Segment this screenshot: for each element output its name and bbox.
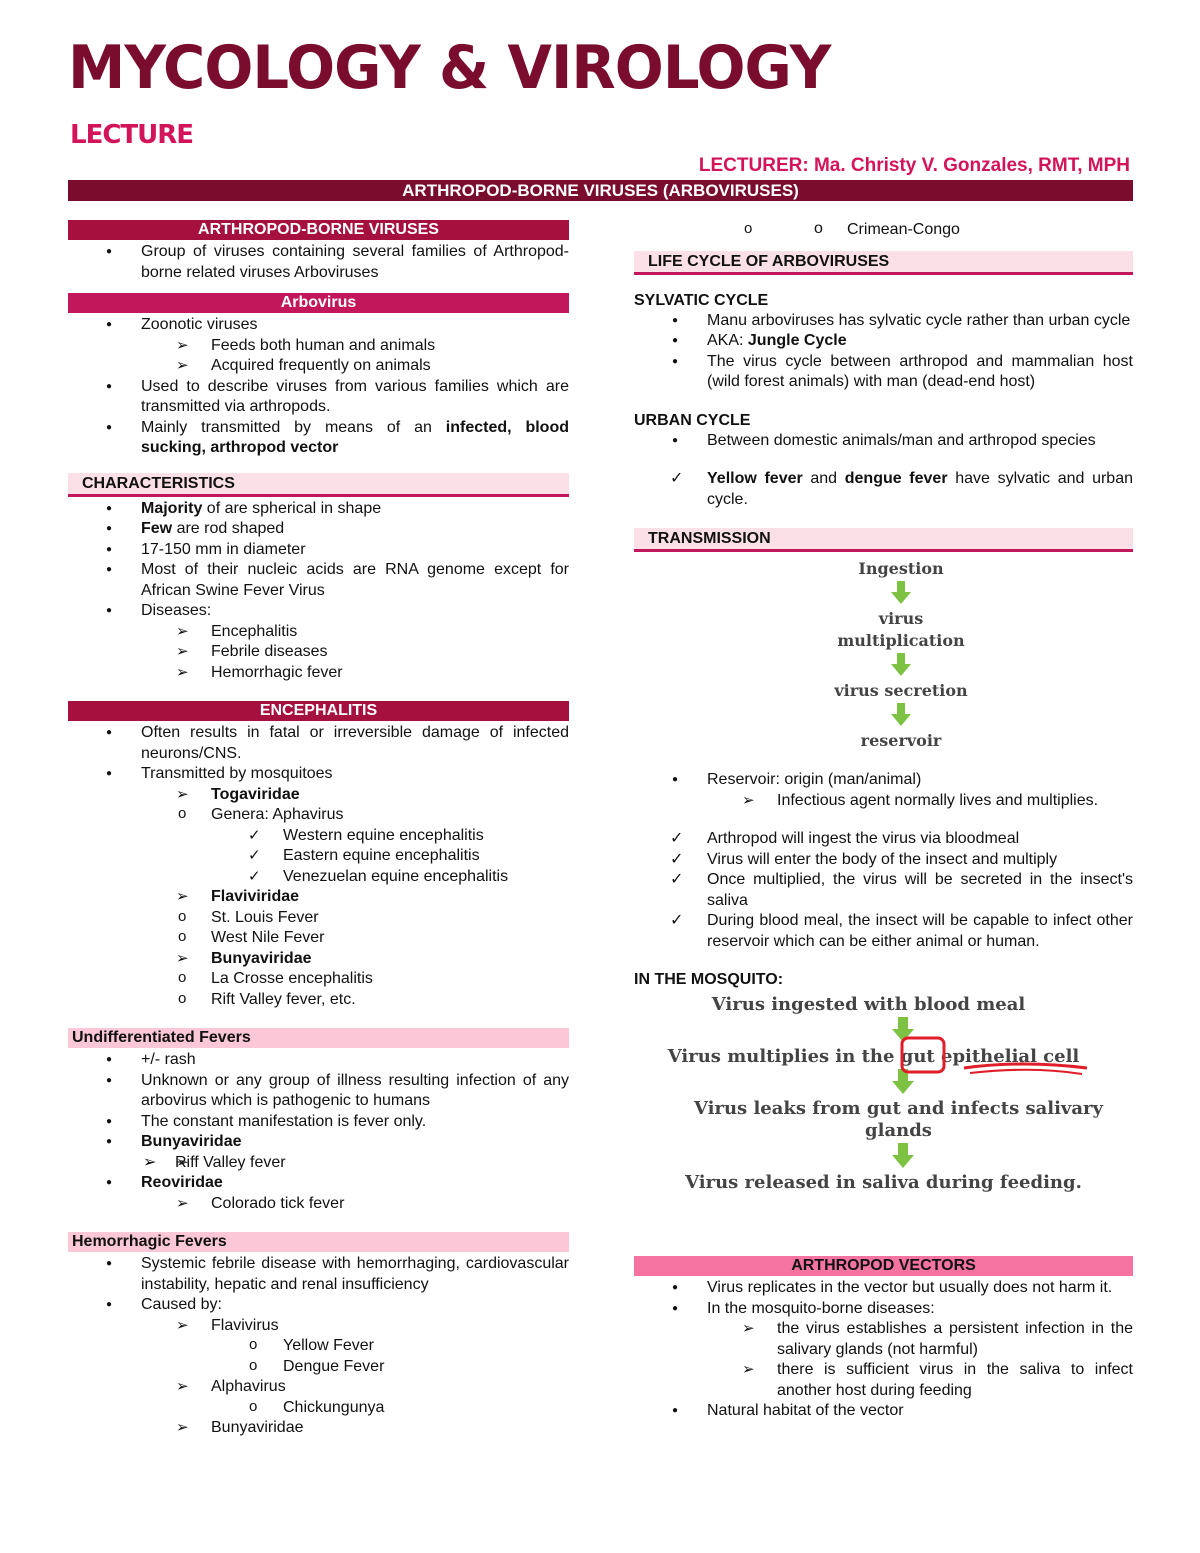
green-arrow-icon — [891, 703, 911, 727]
list-item: ● Reservoir: origin (man/animal) — [634, 770, 1133, 791]
flow-step: Virus ingested with blood meal — [711, 994, 1026, 1015]
hemorrhagic-list — [68, 1254, 569, 1439]
list-item: ● Transmitted by mosquitoes — [68, 764, 569, 785]
list-item: ● Majority of are spherical in shape — [68, 499, 569, 520]
list-item: ✓ Western equine encephalitis — [68, 826, 569, 847]
list-item: ● Few are rod shaped — [68, 519, 569, 540]
sylvatic-heading: SYLVATIC CYCLE — [634, 291, 769, 309]
list-item: ● Zoonotic viruses — [68, 315, 569, 336]
mosquito-flowchart — [634, 994, 1133, 1194]
mosquito-heading: IN THE MOSQUITO: — [634, 971, 784, 988]
list-item: o Chickungunya — [68, 1398, 569, 1419]
list-item: ➢ Togaviridae — [68, 785, 569, 806]
list-item: ➢ Alphavirus — [68, 1377, 569, 1398]
list-item: ✓ Yellow fever and dengue fever have sylvatic and urban cycle. — [634, 469, 1133, 510]
encephalitis-list — [68, 723, 569, 1010]
transmission-flowchart — [816, 558, 986, 752]
flow-step: Virus released in saliva during feeding. — [685, 1172, 1082, 1193]
circle-bullet-icon: o o — [814, 220, 823, 237]
main-banner: ARTHROPOD-BORNE VIRUSES (ARBOVIRUSES) — [68, 180, 1133, 201]
abv-list — [68, 242, 569, 283]
list-item: o Yellow Fever — [68, 1336, 569, 1357]
list-item: ➢ Hemorrhagic fever — [68, 663, 569, 684]
green-arrow-icon — [892, 1143, 914, 1169]
list-item: ✓ Arthropod will ingest the virus via bloodmeal — [634, 829, 1133, 850]
section-heading-characteristics: CHARACTERISTICS — [68, 473, 569, 497]
flow-step: virus multiplication — [837, 609, 965, 650]
list-item: ● Between domestic animals/man and arthropod species — [634, 431, 1133, 452]
flow-step: Virus leaks from gut and infects salivary glands — [693, 1098, 1104, 1141]
undiff-list — [68, 1050, 569, 1214]
list-item: ✓ Virus will enter the body of the insect and multiply — [634, 850, 1133, 871]
list-item: ● 17-150 mm in diameter — [68, 540, 569, 561]
list-item: ● In the mosquito-borne diseases: — [634, 1299, 1133, 1320]
urban-heading: URBAN CYCLE — [634, 411, 751, 429]
list-item: ➢ Bunyaviridae — [68, 1418, 569, 1439]
list-item: ● Mainly transmitted by means of an infected, blood sucking, arthropod vector — [68, 418, 569, 459]
list-item: ✓ Venezuelan equine encephalitis — [68, 867, 569, 888]
section-heading-abv: ARTHROPOD-BORNE VIRUSES — [68, 220, 569, 240]
list-item: o o Crimean-Congo — [634, 220, 1133, 241]
section-heading-hemorrhagic: Hemorrhagic Fevers — [68, 1232, 569, 1252]
list-item: ● AKA: Jungle Cycle — [634, 331, 1133, 352]
flow-step: Ingestion — [858, 559, 944, 578]
left-column — [68, 220, 569, 1439]
list-item: ➢ Flavivirus — [68, 1316, 569, 1337]
vectors-list — [634, 1278, 1133, 1422]
list-item: o St. Louis Fever — [68, 908, 569, 929]
list-item: o Dengue Fever — [68, 1357, 569, 1378]
list-item: ✓ During blood meal, the insect will be capable to infect other reservoir which can be either animal or human. — [634, 911, 1133, 952]
section-heading-undifferentiated: Undifferentiated Fevers — [68, 1028, 569, 1048]
arbovirus-list — [68, 315, 569, 459]
list-item: ✓ Once multiplied, the virus will be secreted in the insect's saliva — [634, 870, 1133, 911]
section-heading-lifecycle: LIFE CYCLE OF ARBOVIRUSES — [634, 251, 1133, 275]
doc-subtitle: LECTURE — [70, 120, 194, 150]
transmission-check-list — [634, 829, 1133, 952]
list-item: ● The virus cycle between arthropod and mammalian host (wild forest animals) with man (dead-end host) — [634, 352, 1133, 393]
flow-step-gut: Virus multiplies in the gut epithelial cell — [614, 1046, 1133, 1068]
list-item: ➢ Infectious agent normally lives and multiplies. — [634, 791, 1133, 812]
list-item: ➢ there is sufficient virus in the saliva to infect another host during feeding — [634, 1360, 1133, 1401]
list-item: ● +/- rash — [68, 1050, 569, 1071]
list-item: ● Manu arboviruses has sylvatic cycle rather than urban cycle — [634, 311, 1133, 332]
list-item: ➢ ➢ Riff Valley fever — [68, 1153, 569, 1174]
list-item: ● Caused by: — [68, 1295, 569, 1316]
list-item: o Rift Valley fever, etc. — [68, 990, 569, 1011]
flow-step: reservoir — [860, 731, 942, 750]
list-item: ➢ Encephalitis — [68, 622, 569, 643]
list-item: ● Virus replicates in the vector but usually does not harm it. — [634, 1278, 1133, 1299]
list-item: ● Diseases: — [68, 601, 569, 622]
list-item: ➢ Febrile diseases — [68, 642, 569, 663]
list-item: ➢ Colorado tick fever — [68, 1194, 569, 1215]
characteristics-list — [68, 499, 569, 684]
reservoir-list — [634, 770, 1133, 811]
list-item: ● Natural habitat of the vector — [634, 1401, 1133, 1422]
list-item: ● Reoviridae — [68, 1173, 569, 1194]
section-heading-encephalitis: ENCEPHALITIS — [68, 701, 569, 721]
list-item: o West Nile Fever — [68, 928, 569, 949]
flow-step: virus secretion — [834, 681, 968, 700]
list-item: ➢ Flaviviridae — [68, 887, 569, 908]
list-item: ➢ Acquired frequently on animals — [68, 356, 569, 377]
list-item: o La Crosse encephalitis — [68, 969, 569, 990]
list-item: ➢ the virus establishes a persistent infection in the salivary glands (not harmful) — [634, 1319, 1133, 1360]
list-item: ● The constant manifestation is fever only. — [68, 1112, 569, 1133]
list-item: ● Bunyaviridae — [68, 1132, 569, 1153]
right-column — [634, 220, 1133, 1422]
green-arrow-icon — [891, 653, 911, 677]
crimean-list — [634, 220, 1133, 241]
lecturer-line: LECTURER: Ma. Christy V. Gonzales, RMT, MPH — [698, 155, 1130, 176]
list-item: ● Unknown or any group of illness resulting infection of any arbovirus which is pathogenic to humans — [68, 1071, 569, 1112]
list-item: ● Systemic febrile disease with hemorrhaging, cardiovascular instability, hepatic and renal insufficiency — [68, 1254, 569, 1295]
section-heading-vectors: ARTHROPOD VECTORS — [634, 1256, 1133, 1276]
doc-title: MYCOLOGY & VIROLOGY — [68, 33, 831, 103]
urban-check-list — [634, 469, 1133, 510]
list-item: ✓ Eastern equine encephalitis — [68, 846, 569, 867]
list-item: ● Used to describe viruses from various families which are transmitted via arthropods. — [68, 377, 569, 418]
list-item: ➢ Feeds both human and animals — [68, 336, 569, 357]
section-heading-arbovirus: Arbovirus — [68, 293, 569, 313]
urban-list — [634, 431, 1133, 452]
list-item: ● Most of their nucleic acids are RNA genome except for African Swine Fever Virus — [68, 560, 569, 601]
section-heading-transmission: TRANSMISSION — [634, 528, 1133, 552]
list-item: ➢ Bunyaviridae — [68, 949, 569, 970]
sylvatic-list — [634, 311, 1133, 393]
red-annotation-mark — [902, 1038, 1102, 1078]
list-item: o Genera: Aphavirus — [68, 805, 569, 826]
green-arrow-icon — [891, 581, 911, 605]
list-item: ● Often results in fatal or irreversible damage of infected neurons/CNS. — [68, 723, 569, 764]
list-item: ● Group of viruses containing several families of Arthropod-borne related viruses Arboviruses — [68, 242, 569, 283]
arrow-bullet-icon: ➢ ➢ — [143, 1153, 157, 1171]
